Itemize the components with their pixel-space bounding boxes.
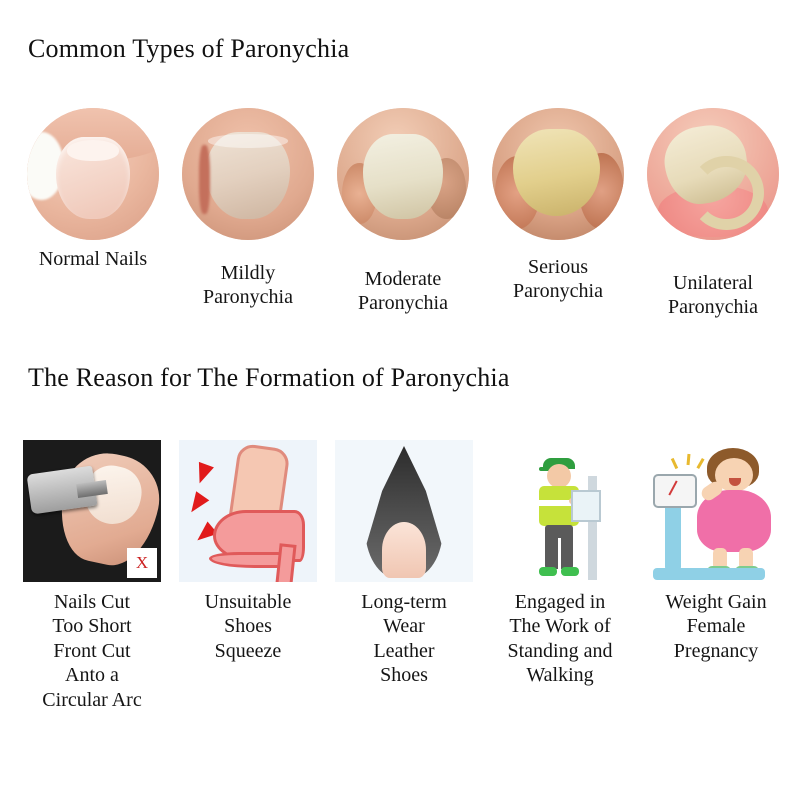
reason-item-standing-work bbox=[486, 440, 634, 688]
caption-line-3: Standing and bbox=[507, 639, 613, 662]
compressed-toe bbox=[382, 522, 426, 578]
reason-caption-standing-work bbox=[508, 590, 613, 688]
caption-line-1: Moderate bbox=[364, 268, 442, 290]
page-title-common-types: Common Types of Paronychia bbox=[28, 34, 350, 63]
worker-shoe-right bbox=[561, 567, 579, 576]
unilateral-paronychia-photo bbox=[647, 108, 779, 240]
type-caption-moderate-paronychia bbox=[358, 268, 448, 315]
type-caption-unilateral-paronychia bbox=[668, 272, 758, 319]
caption-line-3: Pregnancy bbox=[673, 639, 759, 662]
reason-item-nails-cut-too-short bbox=[18, 440, 166, 712]
type-item-serious-paronychia bbox=[483, 108, 633, 303]
nail-plate bbox=[363, 134, 442, 218]
scale-dial bbox=[653, 474, 697, 508]
caption-line-4: Shoes bbox=[380, 664, 428, 687]
lunula bbox=[67, 140, 120, 161]
types-row bbox=[18, 108, 788, 319]
worker-head bbox=[547, 464, 571, 488]
caption-line-2: Paronychia bbox=[513, 279, 603, 302]
high-heel-shoe-illustration bbox=[179, 440, 317, 582]
x-mark-badge: X bbox=[127, 548, 157, 578]
leather-shoe-toe-illustration bbox=[335, 440, 473, 582]
spark-icon bbox=[687, 454, 691, 465]
reason-item-unsuitable-shoes bbox=[174, 440, 322, 663]
type-caption-mildly-paronychia bbox=[203, 262, 293, 309]
caption-line-2: Paronychia bbox=[203, 285, 293, 308]
reason-item-weight-gain bbox=[642, 440, 790, 663]
page-title-reasons: The Reason for The Formation of Paronychia bbox=[28, 363, 510, 392]
caption-line-1: Long-term bbox=[361, 591, 447, 613]
moderate-paronychia-photo bbox=[337, 108, 469, 240]
serious-paronychia-photo bbox=[492, 108, 624, 240]
shoe-sole bbox=[209, 552, 285, 568]
caption-line-3: Squeeze bbox=[214, 639, 282, 662]
caption-line-2: Wear bbox=[383, 615, 425, 638]
reasons-row bbox=[18, 440, 790, 712]
reason-caption-unsuitable-shoes bbox=[205, 590, 292, 663]
type-item-unilateral-paronychia bbox=[638, 108, 788, 319]
caption-line-2: Female bbox=[686, 615, 746, 638]
caption-line-1: Engaged in bbox=[514, 591, 606, 613]
mild-paronychia-photo bbox=[182, 108, 314, 240]
caption-line-1: Serious bbox=[527, 256, 588, 278]
nail-highlight bbox=[208, 134, 287, 147]
nail-clipper-photo bbox=[23, 440, 161, 582]
reason-item-leather-shoes bbox=[330, 440, 478, 688]
caption-line-4: Walking bbox=[526, 664, 594, 687]
type-item-mildly-paronychia bbox=[173, 108, 323, 309]
sign-board bbox=[571, 490, 601, 522]
scale-base bbox=[653, 568, 765, 580]
caption-line-1: Weight Gain bbox=[665, 591, 767, 613]
caption-line-2: The Work of bbox=[509, 615, 611, 638]
caption-line-2: Too Short bbox=[52, 615, 132, 638]
caption-line-1: Nails Cut bbox=[53, 591, 131, 613]
type-caption-serious-paronychia bbox=[513, 256, 603, 303]
reason-caption-weight-gain bbox=[665, 590, 766, 663]
pain-bolt-icon bbox=[185, 491, 210, 517]
caption-line-3: Front Cut bbox=[53, 639, 131, 662]
caption-line-2: Paronychia bbox=[358, 291, 448, 314]
caption-line-5: Circular Arc bbox=[42, 688, 142, 711]
inflamed-edge bbox=[199, 145, 210, 214]
woman-on-scale-illustration bbox=[647, 440, 785, 582]
caption-line-1: Mildly bbox=[220, 262, 276, 284]
caption-line-4: Anto a bbox=[65, 664, 119, 687]
caption-line-1: Unsuitable bbox=[204, 591, 292, 613]
type-item-normal-nails bbox=[18, 108, 168, 272]
reason-caption-leather-shoes bbox=[361, 590, 447, 688]
type-caption-normal-nails: Normal Nails bbox=[38, 248, 148, 270]
spark-icon bbox=[696, 458, 704, 469]
ingrown-curl bbox=[689, 156, 764, 231]
pain-bolt-icon bbox=[192, 462, 214, 486]
leg-gap bbox=[558, 538, 561, 569]
caption-line-2: Shoes bbox=[224, 615, 272, 638]
spark-icon bbox=[671, 458, 678, 469]
type-item-moderate-paronychia bbox=[328, 108, 478, 315]
normal-nail-photo bbox=[27, 108, 159, 240]
worker-shoe-left bbox=[539, 567, 557, 576]
standing-worker-illustration bbox=[491, 440, 629, 582]
caption-line-3: Leather bbox=[373, 639, 435, 662]
caption-line-1: Unilateral bbox=[673, 272, 753, 294]
caption-line-2: Paronychia bbox=[668, 295, 758, 318]
reason-caption-nails-cut-too-short bbox=[42, 590, 141, 712]
